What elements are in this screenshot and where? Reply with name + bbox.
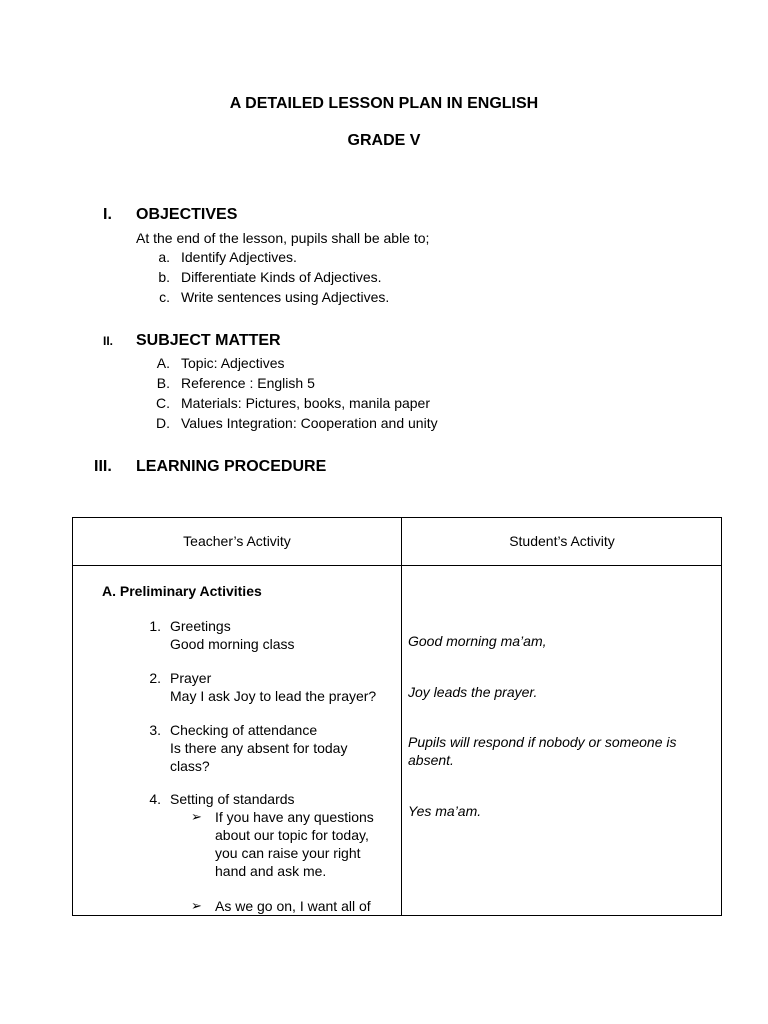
list-marker: a. — [158, 249, 170, 265]
preliminary-activities-heading: A. Preliminary Activities — [102, 583, 262, 599]
list-item — [0, 393, 768, 413]
step-body: class? — [170, 758, 210, 774]
section-learning-procedure — [0, 456, 768, 478]
list-marker: b. — [158, 269, 170, 285]
section-number: II. — [103, 334, 114, 348]
objectives-list — [0, 247, 768, 307]
bullet-text: As we go on, I want all of — [215, 898, 371, 914]
list-item — [0, 267, 768, 287]
arrow-bullet-icon: ➢ — [191, 898, 202, 913]
step-body: Good morning class — [170, 636, 295, 652]
objectives-intro: At the end of the lesson, pupils shall be able to; — [136, 230, 430, 246]
section-subject-matter — [0, 330, 768, 352]
student-response: Good morning ma’am, — [408, 633, 547, 649]
section-heading: LEARNING PROCEDURE — [136, 458, 327, 475]
student-response: absent. — [408, 752, 454, 768]
step-body: Is there any absent for today — [170, 740, 348, 756]
list-item — [0, 287, 768, 307]
step-title: Greetings — [170, 618, 231, 634]
list-marker: B. — [156, 375, 170, 391]
step-title: Prayer — [170, 670, 212, 686]
step-body: May I ask Joy to lead the prayer? — [170, 688, 377, 704]
list-item — [0, 353, 768, 373]
document-subtitle: GRADE V — [347, 132, 421, 149]
student-activity-header: Student’s Activity — [509, 533, 615, 549]
section-number: III. — [94, 458, 112, 475]
header-divider — [73, 565, 721, 566]
list-marker: C. — [156, 395, 170, 411]
step-title: Setting of standards — [170, 791, 295, 807]
section-objectives — [0, 204, 768, 226]
bullet-text: you can raise your right — [215, 845, 361, 861]
arrow-bullet-icon: ➢ — [191, 809, 202, 824]
list-text: Topic: Adjectives — [181, 355, 285, 371]
activities-table — [72, 517, 722, 916]
list-text: Materials: Pictures, books, manila paper — [181, 395, 430, 411]
list-item — [0, 373, 768, 393]
student-response: Pupils will respond if nobody or someone is — [408, 734, 677, 750]
document-title: A DETAILED LESSON PLAN IN ENGLISH — [229, 95, 539, 112]
list-marker: D. — [156, 415, 170, 431]
section-heading: OBJECTIVES — [136, 206, 238, 223]
subject-matter-list — [0, 353, 768, 433]
step-number: 2. — [149, 670, 161, 686]
bullet-text: hand and ask me. — [215, 863, 327, 879]
list-item — [0, 413, 768, 433]
list-text: Write sentences using Adjectives. — [181, 289, 390, 305]
student-response: Joy leads the prayer. — [408, 684, 538, 700]
bullet-text: If you have any questions — [215, 809, 374, 825]
section-heading: SUBJECT MATTER — [136, 332, 281, 349]
list-text: Reference : English 5 — [181, 375, 315, 391]
column-divider — [401, 518, 402, 915]
list-text: Differentiate Kinds of Adjectives. — [181, 269, 382, 285]
list-marker: A. — [156, 355, 170, 371]
list-text: Identify Adjectives. — [181, 249, 297, 265]
teacher-activity-header: Teacher’s Activity — [183, 533, 291, 549]
step-number: 3. — [149, 722, 161, 738]
list-text: Values Integration: Cooperation and unity — [181, 415, 438, 431]
list-marker: c. — [159, 289, 170, 305]
bullet-text: about our topic for today, — [215, 827, 369, 843]
step-number: 4. — [149, 791, 161, 807]
step-title: Checking of attendance — [170, 722, 318, 738]
step-number: 1. — [149, 618, 161, 634]
list-item — [0, 247, 768, 267]
section-number: I. — [103, 206, 112, 223]
student-response: Yes ma’am. — [408, 803, 482, 819]
